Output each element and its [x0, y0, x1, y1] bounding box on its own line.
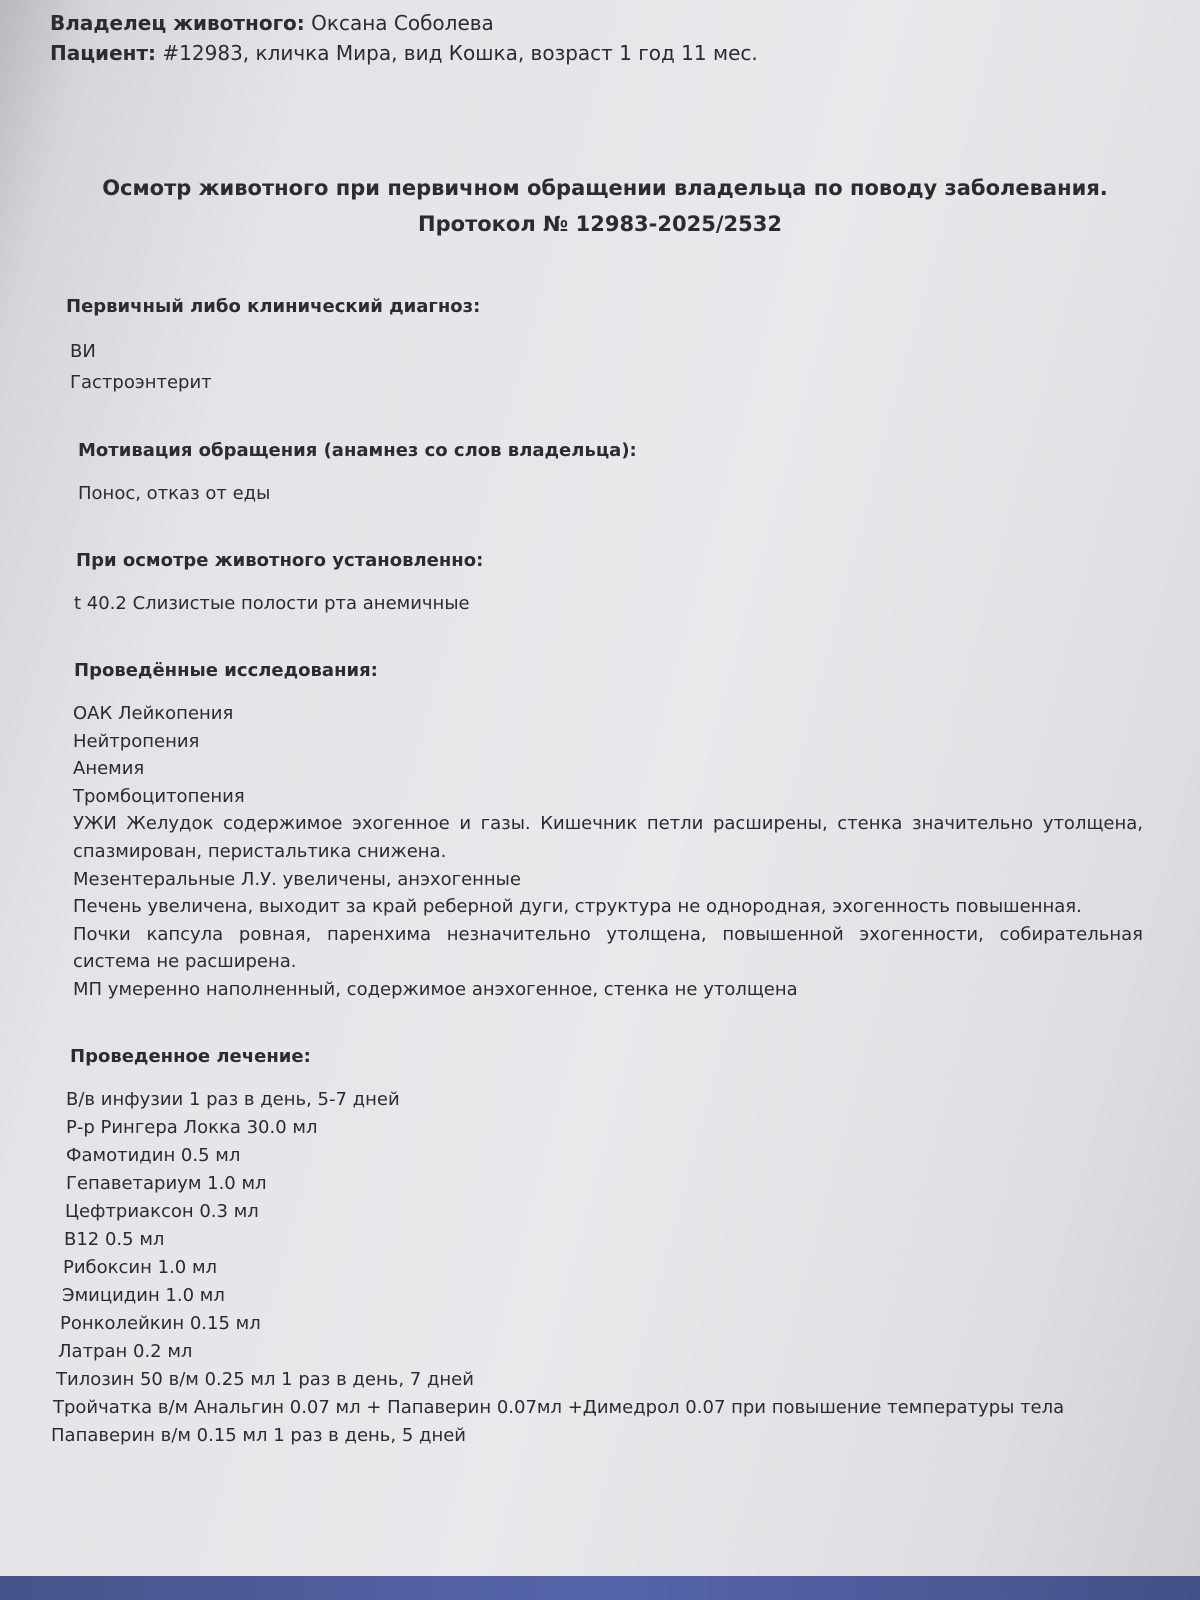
patient-value: #12983, кличка Мира, вид Кошка, возраст 1 год 11 мес.: [162, 41, 758, 65]
motivation-heading: Мотивация обращения (анамнез со слов владельца):: [78, 440, 637, 461]
research-line: Анемия: [73, 758, 145, 780]
examination-body: [74, 590, 470, 618]
treatment-line: Рибоксин 1.0 мл: [63, 1257, 218, 1278]
research-line: УЖИ Желудок содержимое эхогенное и газы. Кишечник петли расширены, стенка значительно утолщена, спазмирован, перистальтика снижена.: [73, 813, 1143, 862]
diagnosis-body: [70, 336, 212, 398]
desk-surface-edge: [0, 1576, 1200, 1600]
treatment-line: Р-р Рингера Локка 30.0 мл: [66, 1117, 318, 1138]
research-line: Тромбоцитопения: [73, 785, 245, 807]
examination-heading: При осмотре животного установленно:: [76, 550, 484, 571]
treatment-body: [51, 1086, 1065, 1450]
diagnosis-heading: Первичный либо клинический диагноз:: [66, 296, 481, 317]
diagnosis-line: Гастроэнтерит: [70, 372, 212, 393]
treatment-line: Ронколейкин 0.15 мл: [60, 1313, 261, 1334]
treatment-line: Латран 0.2 мл: [58, 1341, 193, 1362]
motivation-line: Понос, отказ от еды: [78, 483, 271, 504]
treatment-line: Эмицидин 1.0 мл: [62, 1285, 225, 1306]
patient-line: [50, 38, 758, 68]
patient-label: Пациент:: [50, 41, 157, 65]
treatment-line: Гепаветариум 1.0 мл: [66, 1173, 267, 1194]
treatment-heading: Проведенное лечение:: [70, 1046, 311, 1067]
research-heading: Проведённые исследования:: [74, 660, 378, 681]
treatment-line: Цефтриаксон 0.3 мл: [65, 1201, 259, 1222]
treatment-line: Фамотидин 0.5 мл: [66, 1145, 241, 1166]
treatment-line: В/в инфузии 1 раз в день, 5-7 дней: [66, 1089, 400, 1110]
title-line-1: Осмотр животного при первичном обращении владельца по поводу заболевания.: [102, 176, 1108, 200]
protocol-number: Протокол № 12983-2025/2532: [418, 212, 782, 236]
diagnosis-line: ВИ: [70, 341, 96, 362]
research-line: ОАК Лейкопения: [73, 703, 234, 724]
document-title: [0, 170, 1200, 242]
owner-label: Владелец животного:: [50, 11, 305, 35]
motivation-body: [78, 480, 270, 508]
examination-line: t 40.2 Слизистые полости рта анемичные: [74, 593, 470, 614]
document-header: [50, 8, 758, 68]
treatment-line: Тройчатка в/м Анальгин 0.07 мл + Папаверин 0.07мл +Димедрол 0.07 при повышение температуры тела: [53, 1397, 1065, 1418]
research-body: [73, 700, 1143, 1004]
research-line: Почки капсула ровная, паренхима незначительно утолщена, повышенной эхогенности, собирательная система не расширена.: [73, 923, 1143, 973]
owner-line: [50, 8, 758, 38]
owner-value: Оксана Соболева: [311, 11, 494, 35]
treatment-line: Папаверин в/м 0.15 мл 1 раз в день, 5 дней: [51, 1425, 466, 1446]
research-line: МП умеренно наполненный, содержимое анэхогенное, стенка не утолщена: [73, 978, 798, 1000]
research-line: Мезентеральные Л.У. увеличены, анэхогенные: [73, 868, 521, 890]
treatment-line: Тилозин 50 в/м 0.25 мл 1 раз в день, 7 дней: [56, 1369, 474, 1390]
research-line: Печень увеличена, выходит за край реберной дуги, структура не однородная, эхогенность повышенная.: [73, 896, 1082, 918]
treatment-line: В12 0.5 мл: [64, 1229, 165, 1250]
research-line: Нейтропения: [73, 730, 200, 752]
